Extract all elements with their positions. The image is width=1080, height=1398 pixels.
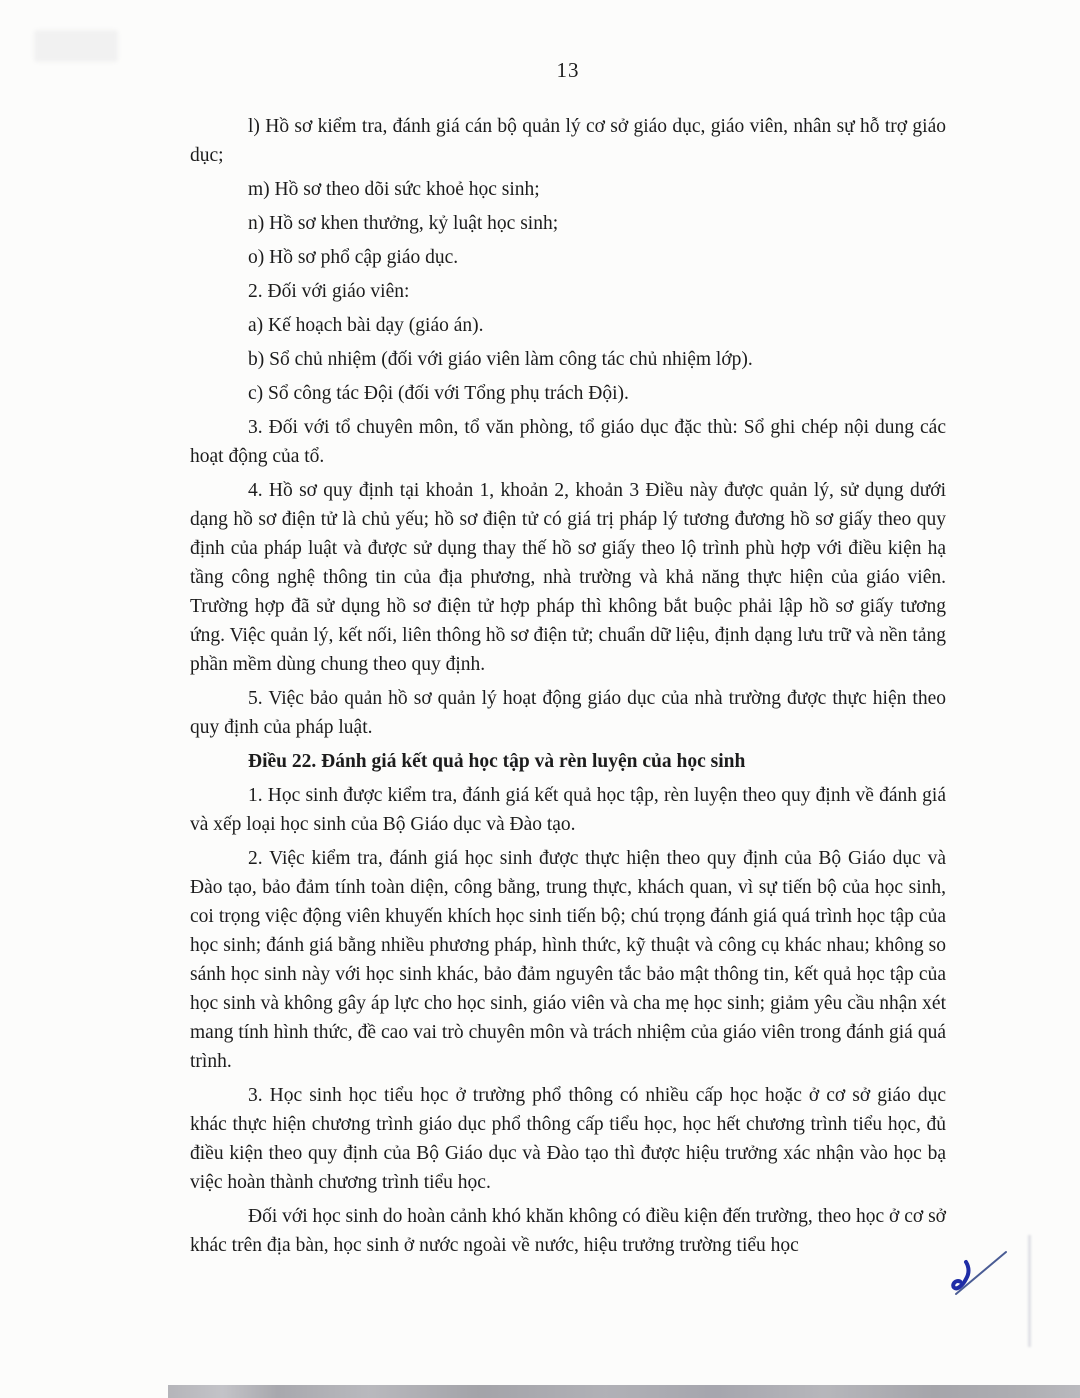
- paragraph-item-b: b) Sổ chủ nhiệm (đối với giáo viên làm công tác chủ nhiệm lớp).: [248, 349, 753, 370]
- paragraph-clause-4: 4. Hồ sơ quy định tại khoản 1, khoản 2, khoản 3 Điều này được quản lý, sử dụng dưới dạng hồ sơ điện tử là chủ yếu; hồ sơ điện tử có giá trị pháp lý tương đương hồ sơ giấy theo quy định của pháp luật và được sử dụng thay thế hồ sơ giấy theo lộ trình phù hợp với điều kiện hạ tầng công nghệ thông tin của địa phương, nhà trường và khả năng thực hiện của giáo viên. Trường hợp đã sử dụng hồ sơ điện tử hợp pháp thì không bắt buộc phải lập hồ sơ giấy tương ứng. Việc quản lý, kết nối, liên thông hồ sơ điện tử; chuẩn dữ liệu, định dạng lưu trữ và nền tảng phần mềm dùng chung theo quy định.: [190, 480, 946, 675]
- page-number: 13: [556, 58, 580, 82]
- paragraph-art22-clause-1: 1. Học sinh được kiểm tra, đánh giá kết quả học tập, rèn luyện theo quy định về đánh giá và xếp loại học sinh của Bộ Giáo dục và Đào tạo.: [190, 785, 946, 835]
- scan-fold-line: [1028, 1235, 1031, 1347]
- paragraph-item-n: n) Hồ sơ khen thưởng, kỷ luật học sinh;: [248, 213, 559, 234]
- pen-check-mark: [946, 1244, 1012, 1300]
- paragraph-item-c: c) Sổ công tác Đội (đối với Tổng phụ trách Đội).: [248, 383, 629, 404]
- article-22-heading: Điều 22. Đánh giá kết quả học tập và rèn luyện của học sinh: [248, 751, 746, 772]
- paragraph-art22-clause-2: 2. Việc kiểm tra, đánh giá học sinh được thực hiện theo quy định của Bộ Giáo dục và Đào tạo, bảo đảm tính toàn diện, công bằng, trung thực, khách quan, vì sự tiến bộ của học sinh, coi trọng việc động viên khuyến khích học sinh tiến bộ; chú trọng đánh giá quá trình học tập của học sinh; đánh giá bằng nhiều phương pháp, hình thức, kỹ thuật và công cụ khác nhau; không so sánh học sinh này với học sinh khác, bảo đảm nguyên tắc bảo mật thông tin, kết quả học tập của học sinh và không gây áp lực cho học sinh, giáo viên và cha mẹ học sinh; giảm yêu cầu nhận xét mang tính hình thức, đề cao vai trò chuyên môn và trách nhiệm của giáo viên trong đánh giá quá trình.: [190, 848, 946, 1072]
- paragraph-item-l: l) Hồ sơ kiểm tra, đánh giá cán bộ quản lý cơ sở giáo dục, giáo viên, nhân sự hỗ trợ giáo dục;: [190, 116, 946, 166]
- paragraph-item-a: a) Kế hoạch bài dạy (giáo án).: [248, 315, 484, 336]
- paragraph-clause-5: 5. Việc bảo quản hồ sơ quản lý hoạt động giáo dục của nhà trường được thực hiện theo quy định của pháp luật.: [190, 688, 946, 738]
- paragraph-item-m: m) Hồ sơ theo dõi sức khoẻ học sinh;: [248, 179, 540, 200]
- paragraph-clause-3: 3. Đối với tổ chuyên môn, tổ văn phòng, tổ giáo dục đặc thù: Sổ ghi chép nội dung các hoạt động của tổ.: [190, 417, 946, 467]
- paragraph-item-o: o) Hồ sơ phổ cập giáo dục.: [248, 247, 459, 268]
- paragraph-art22-clause-3-cont: Đối với học sinh do hoàn cảnh khó khăn không có điều kiện đến trường, theo học ở cơ sở khác trên địa bàn, học sinh ở nước ngoài về nước, hiệu trưởng trường tiểu học: [190, 1206, 946, 1256]
- scanner-artifact-bar: [168, 1385, 1080, 1398]
- document-body: [190, 112, 946, 1265]
- scan-smudge: [34, 30, 118, 62]
- paragraph-clause-2: 2. Đối với giáo viên:: [248, 281, 410, 302]
- paragraph-art22-clause-3: 3. Học sinh học tiểu học ở trường phổ thông có nhiều cấp học hoặc ở cơ sở giáo dục khác thực hiện chương trình giáo dục phổ thông cấp tiểu học, học hết chương trình tiểu học, đủ điều kiện theo quy định của Bộ Giáo dục và Đào tạo thì được hiệu trưởng xác nhận vào học bạ việc hoàn thành chương trình tiểu học.: [190, 1085, 946, 1193]
